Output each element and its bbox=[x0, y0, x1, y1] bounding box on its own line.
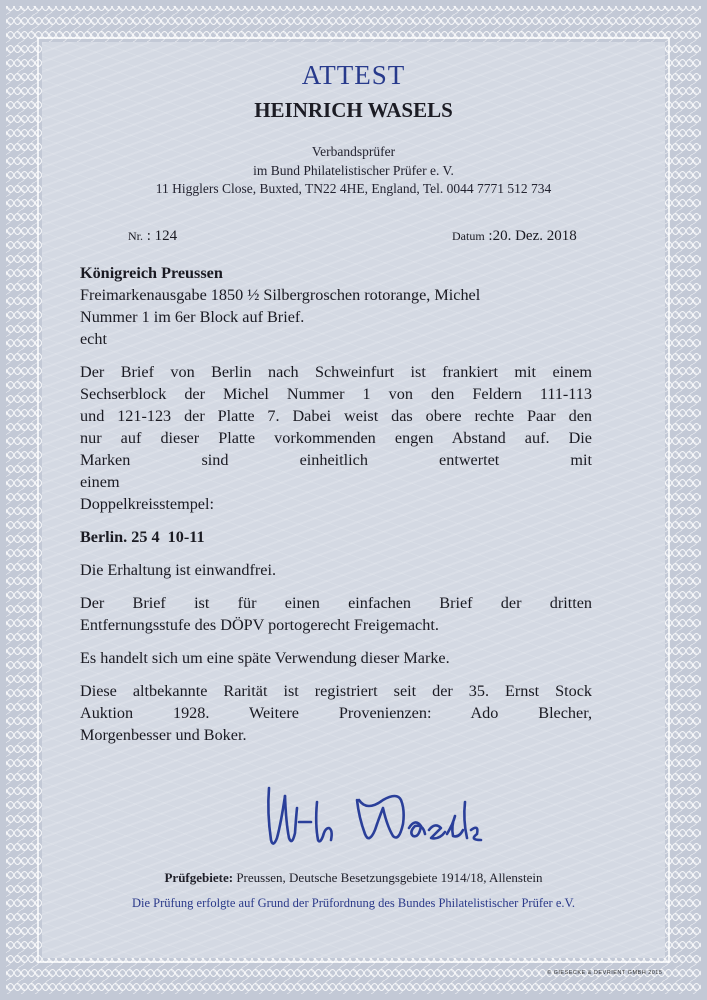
postage-line: Entfernungsstufe des DÖPV portogerecht Freigemacht. bbox=[80, 616, 439, 634]
expert-name: HEINRICH WASELS bbox=[254, 98, 453, 122]
description-line: nur auf dieser Platte vorkommenden engen Abstand auf. Die bbox=[80, 429, 592, 447]
provenance-line: Auktion 1928. Weitere Provenienzen: Ado Blecher, bbox=[80, 704, 592, 722]
testing-areas-label: Prüfgebiete: bbox=[164, 870, 234, 885]
date-label: Datum bbox=[452, 229, 485, 243]
stamp-verdict: echt bbox=[80, 330, 107, 348]
provenance-line: Diese altbekannte Rarität ist registriert seit der 35. Ernst Stock bbox=[80, 682, 592, 700]
date-value: :20. Dez. 2018 bbox=[488, 228, 577, 244]
attest-title: ATTEST bbox=[301, 60, 406, 90]
expert-address: 11 Higglers Close, Buxted, TN22 4HE, England, Tel. 0044 7771 512 734 bbox=[155, 181, 552, 196]
stamp-description-line1: Freimarkenausgabe 1850 ½ Silbergroschen rotorange, Michel bbox=[80, 286, 481, 304]
number-value: : 124 bbox=[146, 228, 178, 244]
description-line: Der Brief von Berlin nach Schweinfurt ist frankiert mit einem bbox=[80, 363, 592, 381]
description-line: Sechserblock der Michel Nummer 1 von den Feldern 111-113 bbox=[80, 385, 592, 403]
late-use-text: Es handelt sich um eine späte Verwendung dieser Marke. bbox=[80, 649, 450, 667]
testing-areas-value: Preussen, Deutsche Besetzungsgebiete 1914/18, Allenstein bbox=[236, 870, 543, 885]
stamp-country: Königreich Preussen bbox=[80, 264, 223, 282]
number-label: Nr. bbox=[128, 229, 143, 243]
provenance-line: Morgenbesser und Boker. bbox=[80, 726, 247, 744]
description-line: und 121-123 der Platte 7. Dabei weist das obere rechte Paar den bbox=[80, 407, 592, 425]
postmark-text: Berlin. 25 4 10-11 bbox=[80, 528, 205, 546]
postage-line: Der Brief ist für einen einfachen Brief der dritten bbox=[80, 594, 592, 612]
stamp-description-line2: Nummer 1 im 6er Block auf Brief. bbox=[80, 308, 305, 326]
description-line: Doppelkreisstempel: bbox=[80, 495, 214, 513]
certificate-date bbox=[452, 228, 577, 245]
expert-association: im Bund Philatelistischer Prüfer e. V. bbox=[253, 163, 454, 178]
expert-role: Verbandsprüfer bbox=[311, 144, 396, 159]
certificate-number bbox=[128, 228, 177, 245]
certificate-body bbox=[80, 262, 592, 746]
description-line: Marken sind einheitlich entwertet mit einem bbox=[80, 451, 592, 491]
testing-areas bbox=[0, 870, 707, 886]
signature-icon bbox=[255, 778, 485, 858]
regulation-note: Die Prüfung erfolgte auf Grund der Prüfordnung des Bundes Philatelistischer Prüfer e.V. bbox=[131, 896, 576, 910]
printer-credit: © GIESECKE & DEVRIENT GMBH 2015 bbox=[547, 970, 663, 976]
condition-text: Die Erhaltung ist einwandfrei. bbox=[80, 561, 276, 579]
